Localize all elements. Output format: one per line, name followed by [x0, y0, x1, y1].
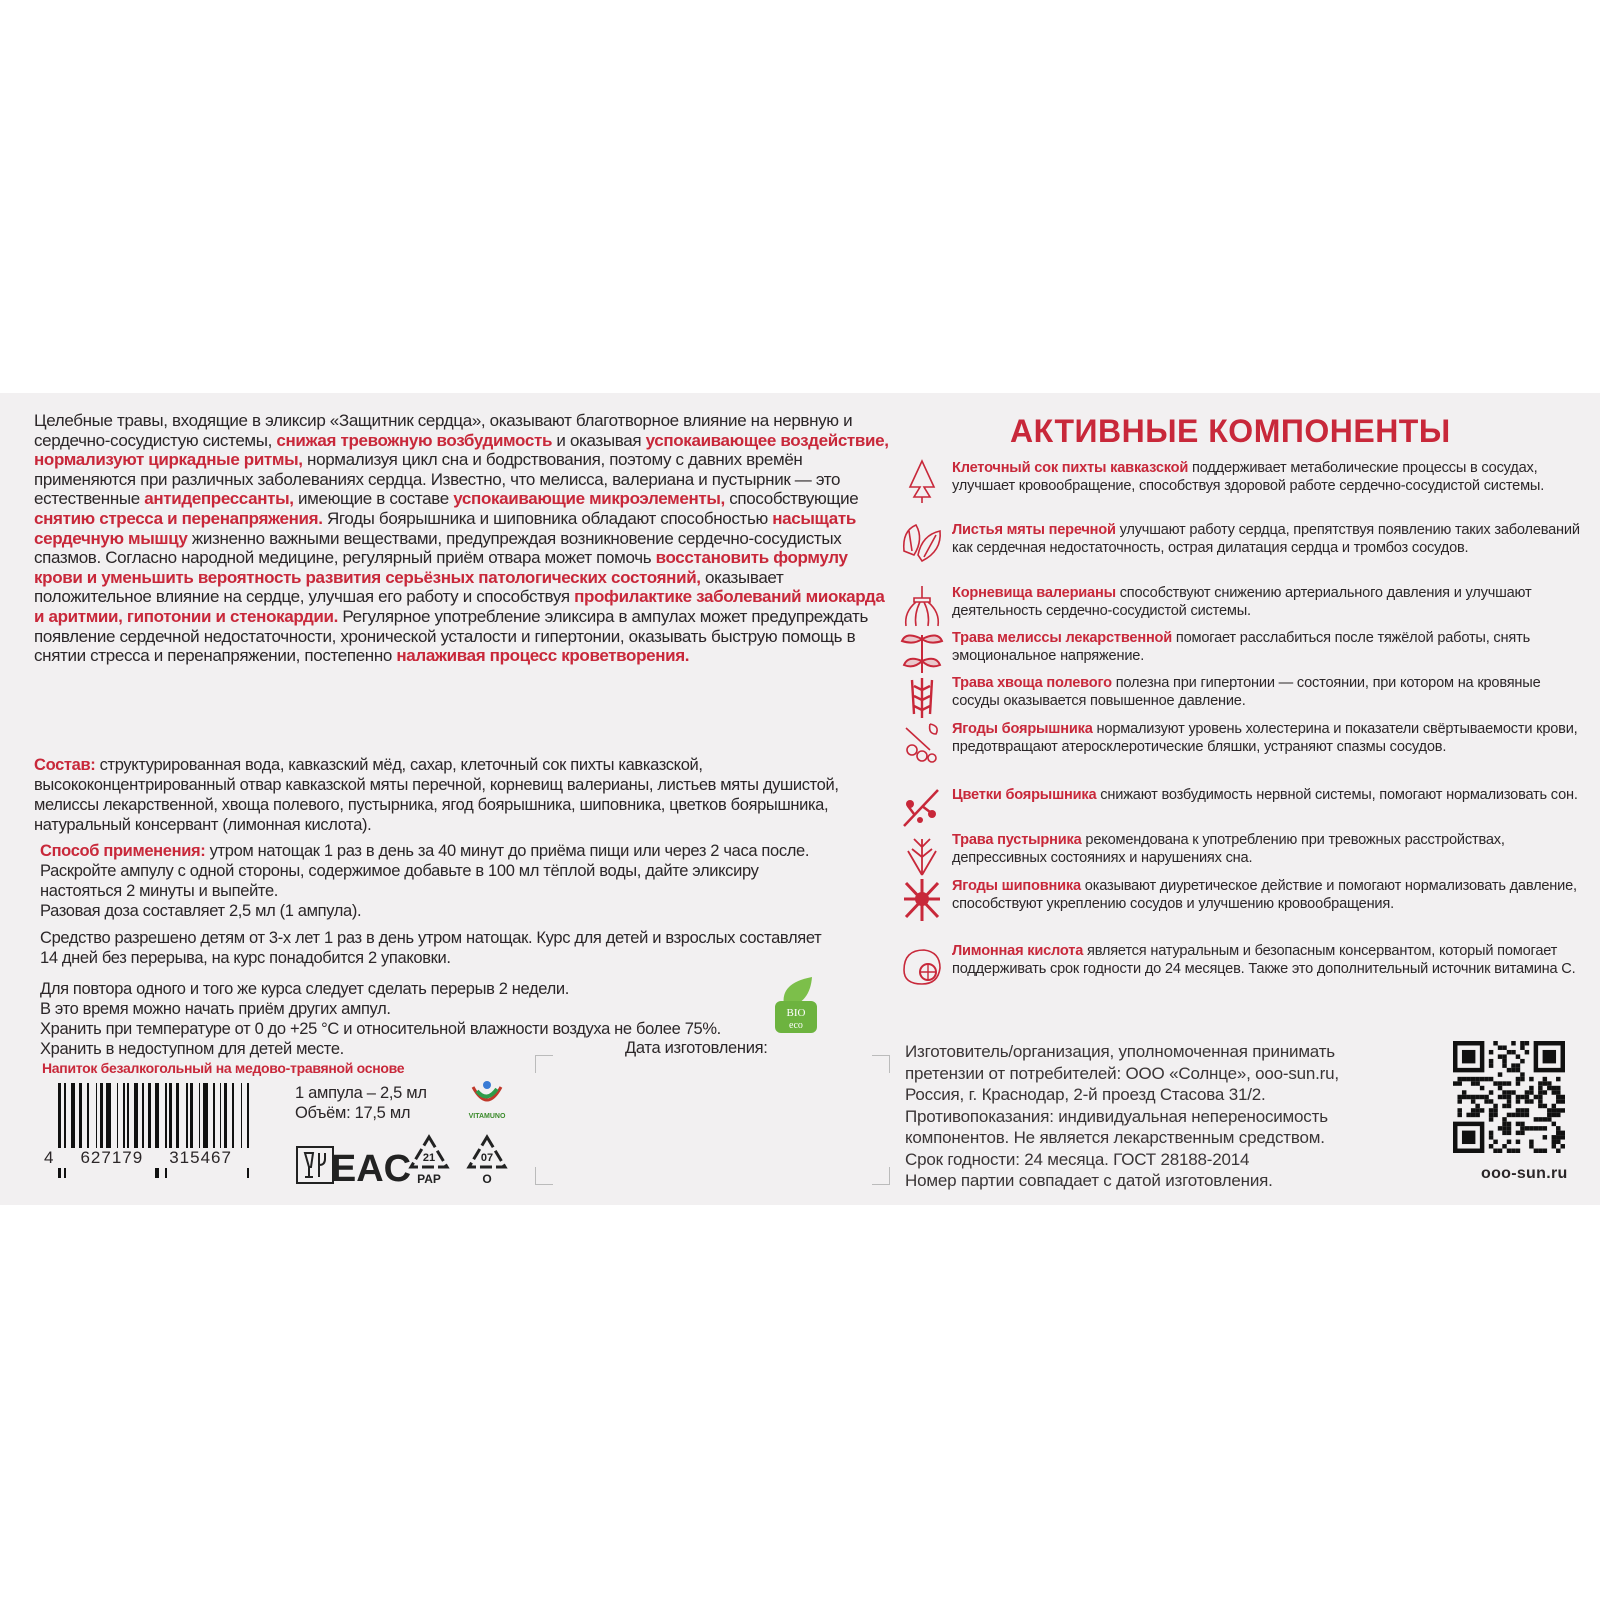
vitamuno-logo: VITAMUNO — [467, 1077, 507, 1123]
highlighted-text: снятию стресса и перенапряжения. — [34, 508, 323, 528]
barcode-digit-group: 4 — [44, 1148, 55, 1167]
component-description: улучшают работу сердца, препятствуя появлению таких заболеваний как сердечная недостаточность, острая дилатация сердца и тромбоз сосудов. — [952, 522, 1580, 556]
drink-type: Напиток безалкогольный на медово-травяной основе — [42, 1060, 405, 1076]
valerian-root-icon — [900, 584, 944, 628]
barcode-bar — [186, 1083, 188, 1153]
intro-paragraph — [34, 411, 894, 666]
fir-tree-icon — [900, 459, 944, 503]
active-component-item — [900, 459, 1590, 495]
composition — [34, 755, 894, 835]
maker-line: претензии от потребителей: ООО «Солнце», ooo-sun.ru, — [905, 1063, 1339, 1083]
repeat-line: Для повтора одного и того же курса следует сделать перерыв 2 недели. — [40, 980, 569, 998]
active-components-title: АКТИВНЫЕ КОМПОНЕНТЫ — [1010, 413, 1451, 449]
component-description: оказывают диуретическое действие и помогают нормализовать давление, способствуют укреплению сосудов и улучшению кровообращения. — [952, 878, 1577, 912]
rosehip-icon — [900, 877, 944, 921]
barcode-digits — [44, 1148, 258, 1168]
usage-text: утром натощак 1 раз в день за 40 минут до приёма пищи или через 2 часа после. Раскройте ампулу с одной стороны, содержимое добавьте в 100 мл тёплой воды, дайте эликсиру настояться 2 минуты и выпейте. — [40, 842, 810, 900]
svg-text:07: 07 — [480, 1152, 494, 1164]
intro-text: нормализуя цикл сна и бодрствования, поэтому с давних времён применяются при различных заболеваниях сердца. Известно, что мелисса, валериана и пустырник — это естественные — [34, 450, 841, 509]
barcode-bar — [220, 1083, 222, 1153]
svg-text:21: 21 — [422, 1152, 436, 1164]
intro-text: оказывает положительное влияние на сердце, улучшая его работу и способствуя — [34, 567, 784, 607]
manufacture-date-box — [535, 1055, 890, 1185]
svg-text:PAP: PAP — [417, 1172, 441, 1186]
manufacturer-info — [905, 1041, 1339, 1192]
component-name: Клеточный сок пихты кавказской — [952, 460, 1189, 476]
barcode-bar — [96, 1083, 98, 1153]
barcode-bar — [199, 1083, 201, 1153]
usage-dose: Разовая доза составляет 2,5 мл (1 ампула). — [40, 902, 362, 920]
barcode-bar — [176, 1083, 179, 1153]
component-name: Трава мелиссы лекарственной — [952, 630, 1173, 646]
barcode-bar — [232, 1083, 234, 1153]
maker-line: Россия, г. Краснодар, 2-й проезд Стасова 31/2. — [905, 1085, 1266, 1104]
barcode-bar — [224, 1083, 227, 1153]
mint-leaves-icon — [900, 521, 944, 565]
highlighted-text: успокаивающее воздействие, нормализуют циркадные ритмы, — [34, 430, 889, 470]
active-component-item — [900, 831, 1590, 867]
contraindications-line: Противопоказания: индивидуальная непереносимость — [905, 1106, 1328, 1126]
kids-note: Средство разрешено детям от 3-х лет 1 раз в день утром натощак. Курс для детей и взрослых составляет 14 дней без перерыва, на курс понадобится 2 упаковки. — [40, 929, 822, 967]
melissa-icon — [900, 629, 944, 673]
component-description: поддерживает метаболические процессы в сосудах, улучшает кровообращение, способствуя здоровой работе сердечно-сосудистой системы. — [952, 460, 1545, 494]
hawthorn-flowers-icon — [900, 786, 944, 830]
barcode-bar — [87, 1083, 89, 1153]
active-component-item — [900, 521, 1590, 557]
svg-text:O: O — [482, 1172, 492, 1186]
component-name: Цветки боярышника — [952, 787, 1097, 803]
highlighted-text: снижая тревожную возбудимость — [276, 430, 553, 450]
component-name: Листья мяты перечной — [952, 522, 1116, 538]
qr-code[interactable] — [1453, 1041, 1565, 1153]
highlighted-text: успокаивающие микроэлементы, — [453, 489, 725, 509]
component-description: помогает расслабиться после тяжёлой работы, снять эмоциональное напряжение. — [952, 630, 1530, 664]
barcode-bar — [142, 1083, 144, 1153]
active-component-item — [900, 584, 1590, 620]
product-label — [0, 393, 1600, 1205]
eac-text: EAC — [330, 1148, 412, 1190]
barcode-bar — [100, 1083, 103, 1153]
intro-text: жизненно важными веществами, предупреждая возникновение сердечно-сосудистых спазмов. Согласно народной медицине, регулярный приём отвара может помочь — [34, 528, 842, 568]
component-name: Ягоды боярышника — [952, 721, 1093, 737]
intro-text: Целебные травы, входящие в эликсир «Защитник сердца», оказывают благотворное влияние на нервную и сердечно-сосудистую системы, — [34, 411, 853, 450]
active-component-item — [900, 877, 1590, 913]
recycle-pap-icon — [407, 1133, 451, 1185]
highlighted-text: антидепрессанты, — [144, 489, 294, 509]
component-description: является натуральным и безопасным консервантом, который помогает поддерживать срок годности до 24 месяцев. Также это дополнительный источник витамина С. — [952, 943, 1576, 977]
component-name: Корневища валерианы — [952, 585, 1116, 601]
lemon-icon — [900, 942, 944, 986]
barcode-bar — [117, 1083, 119, 1153]
bio-text: BIO — [786, 1007, 806, 1019]
barcode-bar — [169, 1083, 172, 1153]
highlighted-text: профилактике заболеваний миокарда и аритмии, гипотонии и стенокардии. — [34, 587, 885, 626]
barcode-bar — [241, 1083, 243, 1153]
barcode-digit-group: 315467 — [169, 1148, 232, 1167]
volume-info — [295, 1083, 427, 1123]
intro-text: Ягоды боярышника и шиповника обладают способностью — [322, 508, 773, 528]
component-name: Трава хвоща полевого — [952, 675, 1112, 691]
ampoule-volume: 1 ампула – 2,5 мл — [295, 1084, 427, 1102]
barcode-bar — [123, 1083, 125, 1153]
shelf-life-line: Срок годности: 24 месяца. ГОСТ 28188-2014 — [905, 1149, 1250, 1169]
composition-label: Состав: — [34, 756, 96, 774]
component-description: полезна при гипертонии — состоянии, при котором на кровяные сосуды оказывается повышенное давление. — [952, 675, 1541, 709]
active-component-item — [900, 786, 1590, 804]
barcode-bar — [134, 1083, 139, 1153]
highlighted-text: насыщать сердечную мышцу — [34, 508, 856, 548]
horsetail-icon — [900, 674, 944, 718]
maker-line: Изготовитель/организация, уполномоченная принимать — [905, 1042, 1335, 1061]
barcode-bar — [71, 1083, 76, 1153]
bio-eco-logo — [770, 975, 820, 1035]
active-component-item — [900, 674, 1590, 710]
barcode-bar — [127, 1083, 129, 1153]
barcode-bar — [190, 1083, 193, 1153]
highlighted-text: восстановить формулу крови и уменьшить вероятность развития серьёзных патологических состояний, — [34, 548, 848, 587]
eac-mark-icon — [330, 1145, 412, 1190]
barcode-bar — [106, 1083, 111, 1153]
website-link[interactable]: ooo-sun.ru — [1481, 1165, 1568, 1182]
composition-text: структурированная вода, кавказский мёд, сахар, клеточный сок пихты кавказской, высококонцентрированный отвар кавказской мяты перечной, корневищ валерианы, листьев мяты душистой, мелиссы лекарственной, хвоща полевого, пустырника, ягод боярышника, шиповника, цветков боярышника, натуральный консервант (лимонная кислота). — [34, 756, 839, 834]
barcode-bar — [213, 1083, 215, 1153]
repeat-line: В это время можно начать приём других ампул. — [40, 1000, 391, 1018]
intro-text: способствующие — [724, 489, 859, 509]
highlighted-text: налаживая процесс кроветворения. — [396, 646, 690, 666]
contraindications-line: компонентов. Не является лекарственным средством. — [905, 1128, 1325, 1147]
svg-text:eco: eco — [789, 1020, 803, 1031]
hawthorn-berries-icon — [900, 720, 944, 764]
food-safe-icon — [295, 1145, 335, 1185]
intro-text: и оказывая — [552, 430, 646, 450]
component-name: Ягоды шиповника — [952, 878, 1081, 894]
certification-marks — [295, 1133, 509, 1190]
motherwort-icon — [900, 831, 944, 875]
manufacture-date-label: Дата изготовления: — [625, 1039, 768, 1057]
usage-label: Способ применения: — [40, 842, 206, 860]
barcode-bar — [203, 1083, 208, 1153]
barcode-bar — [148, 1083, 151, 1153]
storage-line: Хранить при температуре от 0 до +25 °С и относительной влажности воздуха не более 75%. Хранить в недоступном для детей месте. — [40, 1020, 721, 1058]
component-name: Лимонная кислота — [952, 943, 1084, 959]
active-component-item — [900, 720, 1590, 756]
component-description: нормализуют уровень холестерина и показатели свёртываемости крови, предотвращают атеросклеротические бляшки, устраняют спазмы сосудов. — [952, 721, 1578, 755]
batch-line: Номер партии совпадает с датой изготовления. — [905, 1171, 1273, 1190]
component-description: рекомендована к употреблению при тревожных расстройствах, депрессивных состояниях и нарушениях сна. — [952, 832, 1505, 866]
component-description: способствуют снижению артериального давления и улучшают деятельность сердечно-сосудистой системы. — [952, 585, 1532, 619]
active-component-item — [900, 629, 1590, 665]
barcode-bar — [79, 1083, 82, 1153]
barcode-digit-group: 627179 — [80, 1148, 144, 1167]
usage — [40, 841, 840, 921]
intro-text: Регулярное употребление эликсира в ампулах может предупреждать появление сердечной недостаточности, хронической усталости и гипертонии, оказывать быструю помощь в снятии стресса и перенапряжении, постепенно — [34, 606, 868, 666]
total-volume: Объём: 17,5 мл — [295, 1104, 411, 1122]
component-name: Трава пустырника — [952, 832, 1082, 848]
active-component-item — [900, 942, 1590, 978]
recycle-o-icon — [465, 1133, 509, 1185]
intro-text: имеющие в составе — [293, 489, 454, 509]
component-description: снижают возбудимость нервной системы, помогают нормализовать сон. — [1096, 787, 1578, 803]
